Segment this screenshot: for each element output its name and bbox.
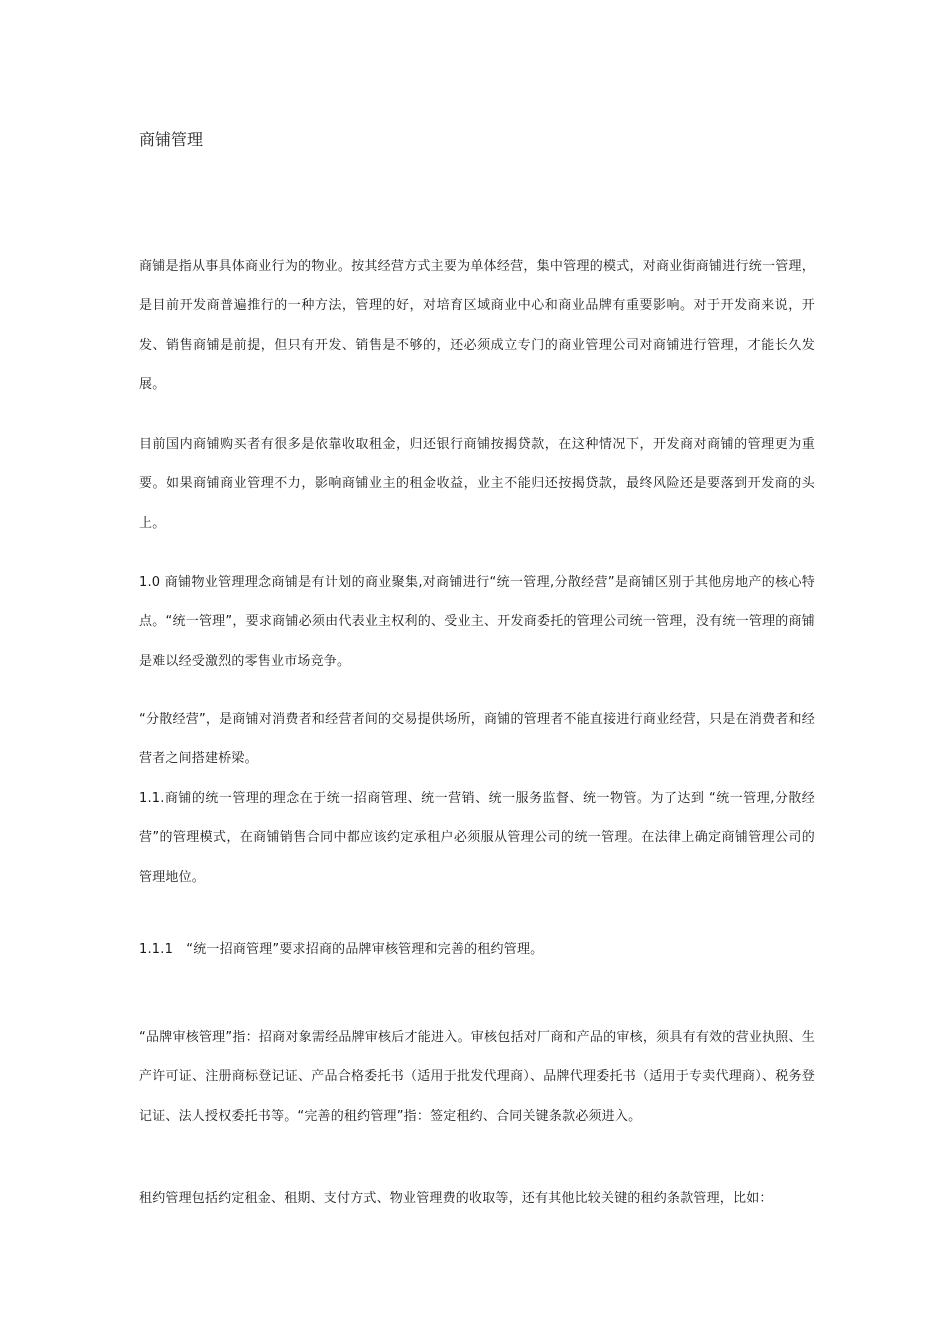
paragraph-domestic-buyers: 目前国内商铺购买者有很多是依靠收取租金，归还银行商铺按揭贷款，在这种情况下，开发商对商铺的管理更为重要。如果商铺商业管理不力，影响商铺业主的租金收益，业主不能归还按揭贷款，最终风险还是要落到开发商的头上。 (139, 437, 815, 531)
paragraph-lease-management: 租约管理包括约定租金、租期、支付方式、物业管理费的收取等，还有其他比较关键的租约条款管理，比如： (139, 1191, 773, 1206)
paragraph-unified-management: 1.1.商铺的统一管理的理念在于统一招商管理、统一营销、统一服务监督、统一物管。为了达到 “统一管理,分散经营”的管理模式，在商铺销售合同中都应该约定承租户必须服从管理公司的统一管理。在法律上确定商铺管理公司的管理地位。 (139, 791, 815, 885)
paragraph-brand-review: “品牌审核管理”指：招商对象需经品牌审核后才能进入。审核包括对厂商和产品的审核，须具有有效的营业执照、生产许可证、注册商标登记证、产品合格委托书（适用于批发代理商）、品牌代理委托书（适用于专卖代理商）、税务登记证、法人授权委托书等。“完善的租约管理”指：签定租约、合同关键条款必须进入。 (139, 1030, 815, 1124)
paragraph-shop-definition: 商铺是指从事具体商业行为的物业。按其经营方式主要为单体经营，集中管理的模式，对商业街商铺进行统一管理，是目前开发商普遍推行的一种方法，管理的好，对培育区域商业中心和商业品牌有重要影响。对于开发商来说，开发、销售商铺是前提，但只有开发、销售是不够的，还必须成立专门的商业管理公司对商铺进行管理，才能长久发展。 (139, 259, 815, 393)
document-title: 商铺管理 (139, 130, 204, 149)
paragraph-unified-leasing: 1.1.1 “统一招商管理”要求招商的品牌审核管理和完善的租约管理。 (139, 942, 544, 957)
paragraph-management-concept: 1.0 商铺物业管理理念商铺是有计划的商业聚集,对商铺进行“统一管理,分散经营”是商铺区别于其他房地产的核心特点。“统一管理”，要求商铺必须由代表业主权利的、受业主、开发商委托的管理公司统一管理，没有统一管理的商铺是难以经受激烈的零售业市场竞争。 (139, 575, 815, 669)
paragraph-dispersed-operation: “分散经营”，是商铺对消费者和经营者间的交易提供场所，商铺的管理者不能直接进行商业经营，只是在消费者和经营者之间搭建桥梁。 (139, 712, 815, 767)
